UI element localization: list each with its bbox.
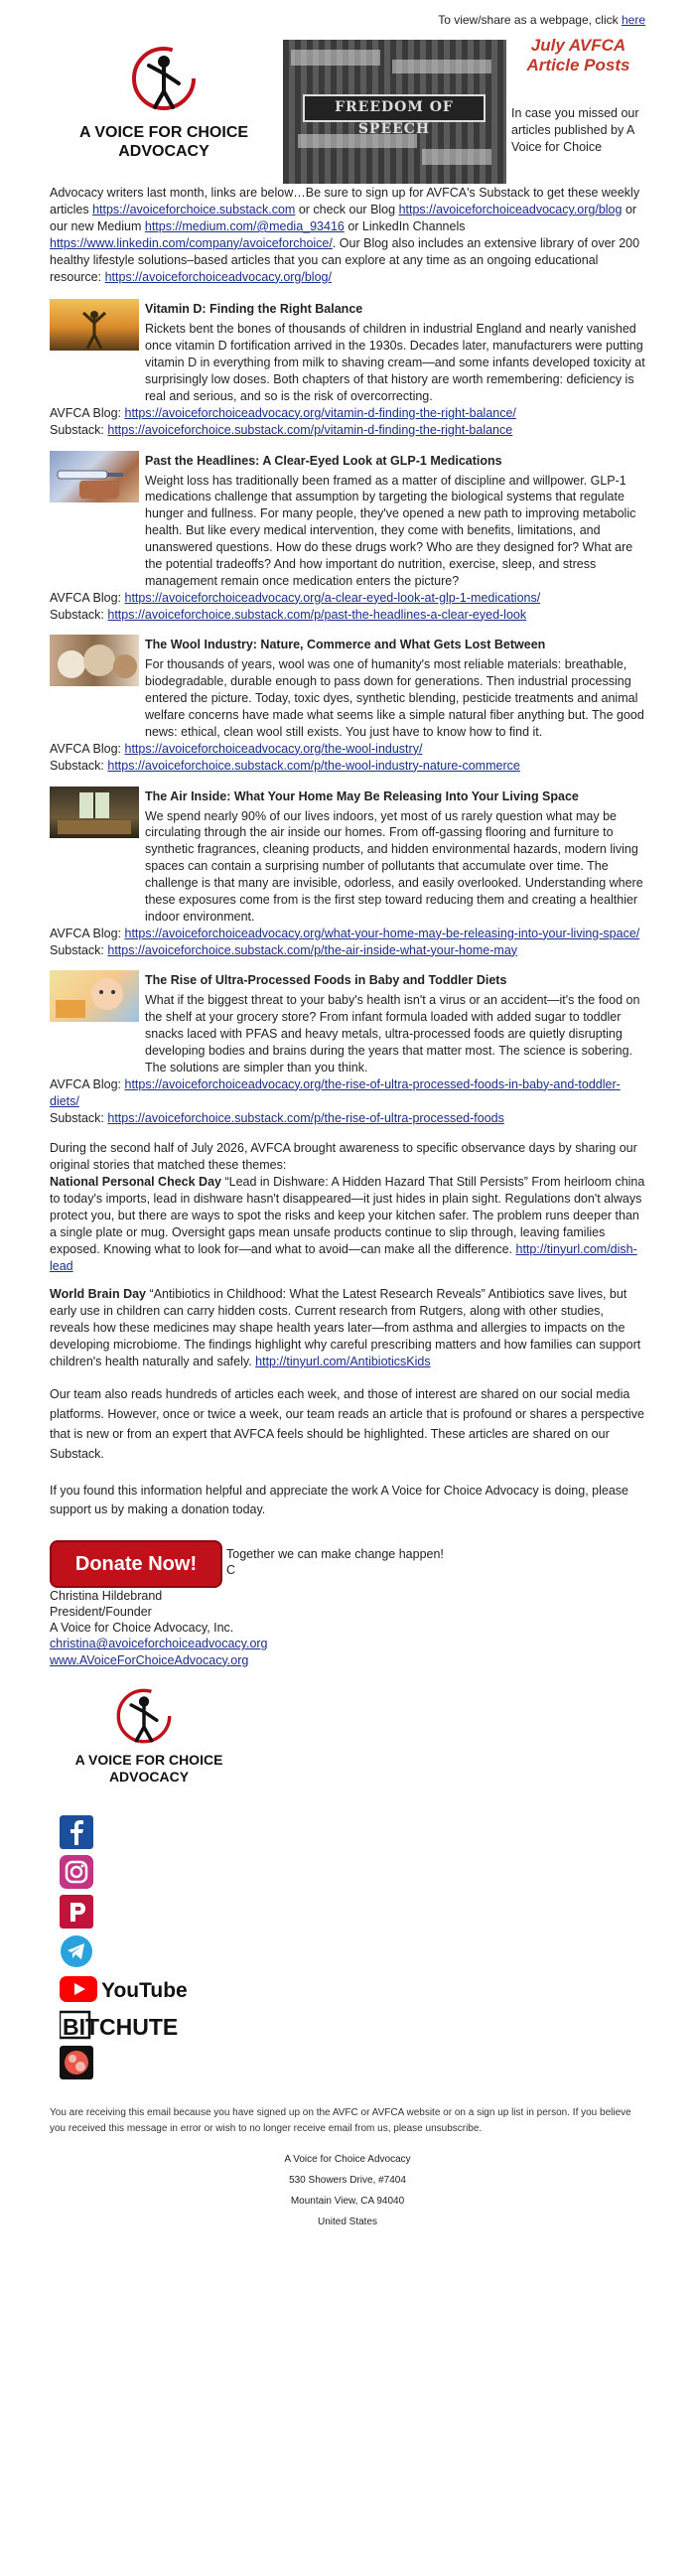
donate-tagline [222, 1540, 444, 1580]
vitamin-d-thumbnail [50, 299, 139, 351]
bitchute-wordmark: BITCHUTE [63, 2013, 179, 2040]
indoor-air-thumbnail [50, 787, 139, 838]
article-title[interactable]: The Rise of Ultra-Processed Foods in Baby and Toddler Diets [145, 973, 507, 988]
article-substack-link[interactable]: https://avoiceforchoice.substack.com/p/the-rise-of-ultra-processed-foods [107, 1110, 504, 1125]
article-item [50, 299, 645, 438]
article-item [50, 970, 645, 1126]
signature-email-link[interactable]: christina@avoiceforchoiceadvocacy.org [50, 1637, 268, 1651]
article-title[interactable]: The Wool Industry: Nature, Commerce and What Gets Lost Between [145, 638, 546, 652]
observance-text: “Antibiotics in Childhood: What the Latest Research Reveals” Antibiotics save lives, but early use in children can carry hidden costs. Current research from Rutgers, along with other studies, reveals how these medicines may shape health years later—from asthma and allergies to impacts on the developing microbiome. The findings highlight why careful prescribing matters and how families can support children's health naturally and safely. [50, 1287, 641, 1368]
article-blog-link[interactable]: https://avoiceforchoiceadvocacy.org/the-rise-of-ultra-processed-foods-in-baby-and-toddler-diets/ [50, 1076, 621, 1108]
observance-day: World Brain Day [50, 1287, 147, 1302]
blog-label: AVFCA Blog: [50, 590, 125, 605]
substack-label: Substack: [50, 1110, 108, 1125]
support-paragraph: If you found this information helpful and appreciate the work A Voice for Choice Advocacy is doing, please support us by making a donation today. [50, 1483, 628, 1517]
email-header [50, 36, 645, 185]
facebook-icon[interactable] [60, 1815, 93, 1849]
avfca-logo [50, 44, 278, 178]
substack-label: Substack: [50, 422, 108, 437]
observance-section [50, 1140, 645, 1369]
intro-text-4: or LinkedIn Channels [344, 218, 466, 233]
linkedin-link[interactable]: https://www.linkedin.com/company/avoiceforchoice/ [50, 235, 333, 250]
article-summary: We spend nearly 90% of our lives indoors, yet most of us rarely question what may be circulating through the air inside our homes. From off-gassing flooring and furniture to synthetic fragrances, cleaning products, and hidden environmental hazards, modern living spaces can contain a surprising number of pollutants that accumulate over time. The challenge is that many are invisible, odorless, and easily overlooked. Understanding where these exposures come from is the first step toward reducing them and creating a healthier indoor environment. [145, 808, 643, 924]
signature-website-link[interactable]: www.AVoiceForChoiceAdvocacy.org [50, 1652, 249, 1667]
youtube-icon[interactable] [60, 1974, 208, 2004]
baby-food-thumbnail [50, 970, 139, 1022]
logo-line-2: ADVOCACY [108, 1768, 190, 1785]
team-paragraph: Our team also reads hundreds of articles each week, and those of interest are shared on our social media platforms. However, once or twice a week, our team reads an article that is profound or shares a perspective that is new or from an expert that AVFCA feels should be highlighted. These articles are shared on our Substack. [50, 1386, 644, 1461]
youtube-wordmark: YouTube [101, 1978, 188, 2002]
intro-side-text: In case you missed our articles published by A Voice for Choice [511, 106, 639, 154]
rumble-icon[interactable] [60, 2046, 93, 2079]
article-title[interactable]: Past the Headlines: A Clear-Eyed Look at GLP-1 Medications [145, 453, 502, 468]
intro-text-2: or check our Blog [295, 203, 399, 217]
address-line-1: A Voice for Choice Advocacy [284, 2153, 411, 2165]
blog-label: AVFCA Blog: [50, 926, 125, 940]
observance-day: National Personal Check Day [50, 1175, 221, 1190]
donate-tagline-extra: C [226, 1563, 236, 1578]
signature-block [50, 1588, 645, 1668]
intro-paragraph [50, 185, 645, 285]
article-blog-link[interactable]: https://avoiceforchoiceadvocacy.org/a-clear-eyed-look-at-glp-1-medications/ [124, 590, 541, 605]
logo-line-2: ADVOCACY [118, 143, 209, 161]
article-item [50, 787, 645, 959]
logo-figure-icon [129, 44, 199, 113]
logo-figure-icon [114, 1686, 174, 1746]
blog-label: AVFCA Blog: [50, 405, 125, 420]
blog-label: AVFCA Blog: [50, 1076, 125, 1091]
observance-link[interactable]: http://tinyurl.com/dish-lead [50, 1241, 637, 1273]
article-blog-link[interactable]: https://avoiceforchoiceadvocacy.org/vitamin-d-finding-the-right-balance/ [124, 405, 516, 420]
address-line-2: 530 Showers Drive, #7404 [289, 2174, 406, 2186]
email-body [50, 0, 645, 2252]
observance-intro: During the second half of July 2026, AVFCA brought awareness to specific observance days by sharing our original stories that matched these themes: [50, 1141, 637, 1173]
observance-link[interactable]: http://tinyurl.com/AntibioticsKids [255, 1354, 431, 1368]
article-substack-link[interactable]: https://avoiceforchoice.substack.com/p/the-wool-industry-nature-commerce [107, 758, 520, 773]
donate-now-button[interactable]: Donate Now! [50, 1540, 222, 1588]
substack-link[interactable]: https://avoiceforchoice.substack.com [92, 203, 296, 217]
observance-item [50, 1286, 645, 1369]
blog-link[interactable]: https://avoiceforchoiceadvocacy.org/blog [398, 203, 623, 217]
article-title[interactable]: Vitamin D: Finding the Right Balance [145, 302, 363, 317]
footer-notice: You are receiving this email because you have signed up on the AVFC or AVFCA website or on a sign up list in person. If you believe you received this message in error or wish to no longer receive email from us, please unsubscribe. [50, 2106, 631, 2134]
parler-icon[interactable] [60, 1895, 93, 1929]
webpage-view-link[interactable]: here [621, 13, 645, 27]
article-blog-link[interactable]: https://avoiceforchoiceadvocacy.org/what-your-home-may-be-releasing-into-your-living-space/ [124, 926, 640, 940]
telegram-icon[interactable] [60, 1934, 93, 1968]
substack-label: Substack: [50, 607, 108, 622]
blog-label: AVFCA Blog: [50, 741, 125, 756]
article-summary: For thousands of years, wool was one of humanity's most reliable materials: breathable, biodegradable, durable enough to pass down for generations. Then industrial processing entered the picture. Today, toxic dyes, synthetic blending, pesticide treatments and animal welfare concerns have made what seems like a simple natural fiber anything but. The good news: ethical, clean wool still exists. You just have to know how to find it. [145, 657, 644, 739]
observance-text: “Lead in Dishware: A Hidden Hazard That Still Persists” From heirloom china to today's imports, lead in dishware hasn't disappeared—it just hides in plain sight. Regulations don't always protect you, but there are ways to spot the risks and keep your kitchen safer. The problem runs deeper than a single plate or mug. Oversight gaps mean unsafe products continue to slip through, leaving families exposed. Knowing what to look for—and what to avoid—can make all the difference. [50, 1175, 645, 1256]
article-summary: Rickets bent the bones of thousands of children in industrial England and nearly vanished once vitamin D fortification arrived in the 1930s. Decades later, manufacturers were putting vitamin D in everything from milk to shaving cream—and some infants developed toxicity at surprisingly low doses. Both chapters of that history are worth remembering: deficiency is real and serious, and so is the risk of overcorrecting. [145, 322, 645, 403]
signature-org: A Voice for Choice Advocacy, Inc. [50, 1621, 234, 1636]
article-item [50, 635, 645, 774]
glp1-thumbnail [50, 451, 139, 502]
logo-text [50, 123, 278, 161]
article-substack-link[interactable]: https://avoiceforchoice.substack.com/p/the-air-inside-what-your-home-may [107, 942, 518, 957]
logo-text [50, 1752, 248, 1786]
donate-tagline-text: Together we can make change happen! [226, 1546, 444, 1561]
intro-text-1: Advocacy writers last month, links are below…Be sure to sign up for AVFCA's Substack to get these weekly articles [50, 186, 640, 217]
intro-text-3: or our new Medium [50, 203, 637, 233]
address-line-4: United States [317, 2216, 378, 2227]
substack-label: Substack: [50, 758, 108, 773]
logo-line-1: A VOICE FOR CHOICE [74, 1751, 223, 1768]
bitchute-icon[interactable] [60, 2010, 208, 2040]
article-substack-link[interactable]: https://avoiceforchoice.substack.com/p/vitamin-d-finding-the-right-balance [107, 422, 513, 437]
freedom-of-speech-caption: FREEDOM OF SPEECH [303, 94, 486, 122]
webpage-view-text: To view/share as a webpage, click [438, 13, 622, 27]
logo-line-1: A VOICE FOR CHOICE [78, 124, 249, 142]
article-summary: What if the biggest threat to your baby's health isn't a virus or an accident—it's the food on the shelf at your grocery store? From infant formula loaded with added sugar to toddler snacks laced with PFAS and heavy metals, ultra-processed foods are quietly disrupting developing bodies and brains during the years that matter most. The science is sobering. The solutions are simpler than you think. [145, 993, 640, 1074]
article-title[interactable]: The Air Inside: What Your Home May Be Releasing Into Your Living Space [145, 788, 579, 803]
signature-role: President/Founder [50, 1604, 152, 1619]
observance-item [50, 1174, 645, 1274]
newsletter-title: July AVFCA Article Posts [526, 36, 630, 74]
footer-logo [50, 1686, 248, 1805]
webpage-view-line [50, 0, 645, 36]
intro-text-5: . Our Blog also includes an extensive library of over 200 healthy lifestyle solutions–based articles that you can explore at any time as an ongoing educational resource: [50, 235, 640, 284]
blog-library-link[interactable]: https://avoiceforchoiceadvocacy.org/blog/ [104, 269, 332, 284]
article-item [50, 451, 645, 624]
article-summary: Weight loss has traditionally been framed as a matter of discipline and willpower. GLP-1 medications challenge that assumption by targeting the biological systems that regulate hunger and fullness. For many people, they've opened a new path to improving metabolic health. But like every medical intervention, they come with benefits, limitations, and unanswered questions. How do these drugs work? Who are they designed for? What are the potential tradeoffs? And how important do nutrition, exercise, sleep, and stress management remain once medication enters the picture? [145, 473, 636, 588]
wool-thumbnail [50, 635, 139, 686]
articles-list [50, 299, 645, 1126]
freedom-of-speech-image [283, 40, 506, 184]
signature-name: Christina Hildebrand [50, 1588, 163, 1603]
article-substack-link[interactable]: https://avoiceforchoice.substack.com/p/past-the-headlines-a-clear-eyed-look [107, 607, 527, 622]
medium-link[interactable]: https://medium.com/@media_93416 [144, 218, 345, 233]
social-links [50, 1815, 645, 2079]
footer-address [50, 2149, 645, 2252]
instagram-icon[interactable] [60, 1855, 93, 1889]
donate-row [50, 1540, 645, 1588]
article-blog-link[interactable]: https://avoiceforchoiceadvocacy.org/the-wool-industry/ [124, 741, 423, 756]
address-line-3: Mountain View, CA 94040 [290, 2195, 405, 2207]
substack-label: Substack: [50, 942, 108, 957]
